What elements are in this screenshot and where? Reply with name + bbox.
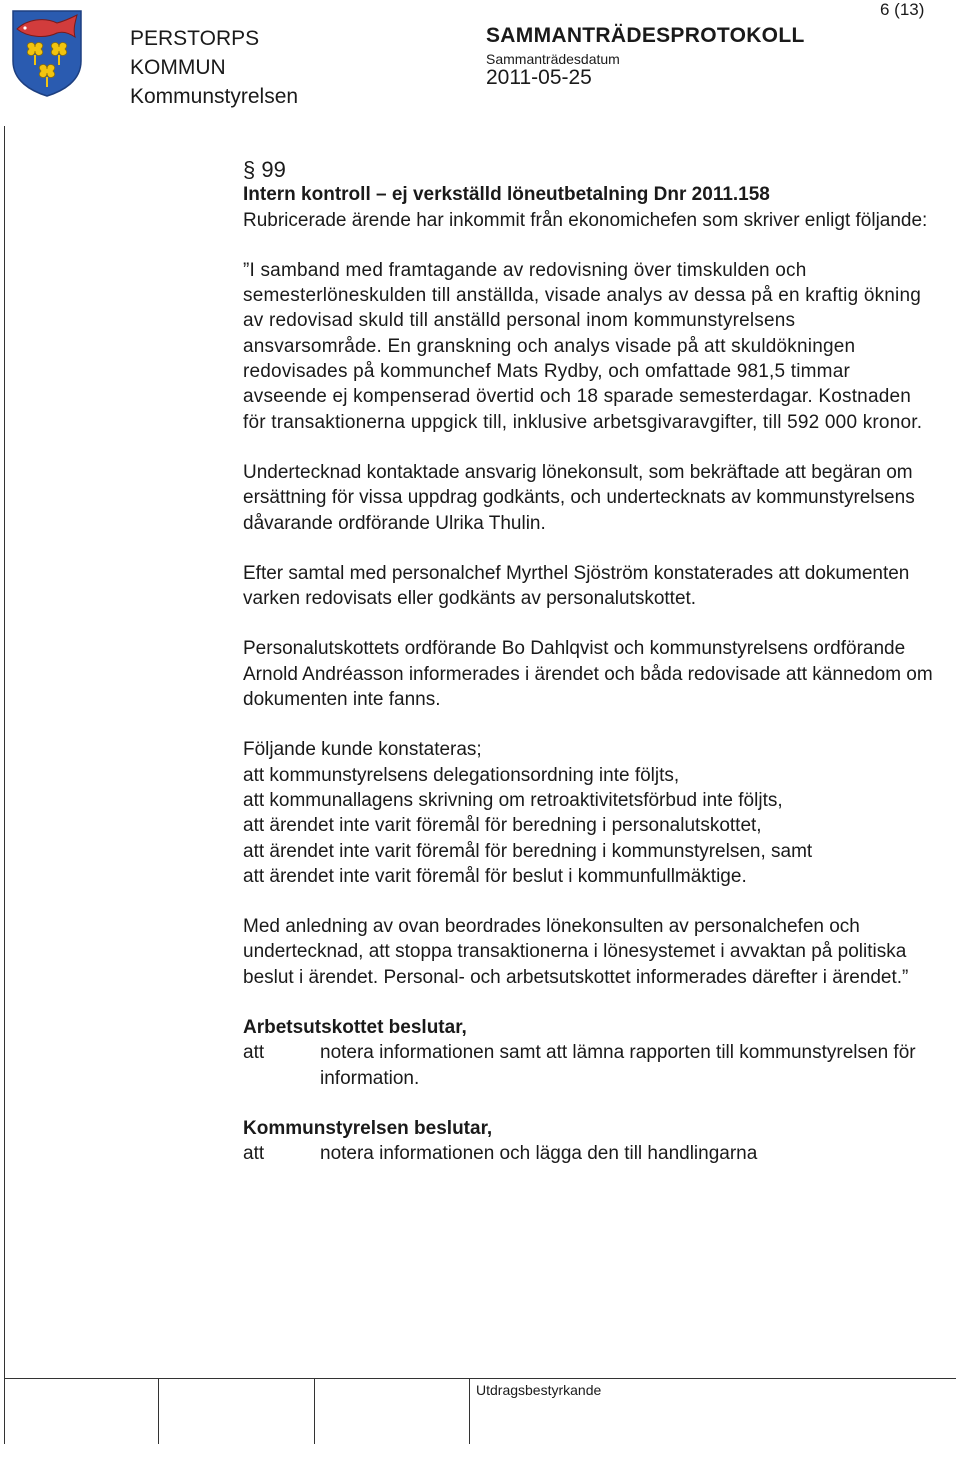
meeting-date-label: Sammanträdesdatum: [486, 51, 620, 67]
decision-att: att: [243, 1143, 265, 1165]
decision-heading-au: Arbetsutskottet beslutar,: [243, 1017, 467, 1039]
document-title: SAMMANTRÄDESPROTOKOLL: [486, 24, 805, 47]
decision-att: att: [243, 1042, 265, 1064]
paragraph-3: Efter samtal med personalchef Myrthel Sjöström konstaterades att dokumenten varken redovisats eller godkänts av personalutskottet.: [243, 562, 910, 610]
quote-paragraph-1: [243, 258, 933, 435]
org-line-3: Kommunstyrelsen: [130, 85, 299, 108]
decision-text: notera informationen och lägga den till handlingarna: [320, 1143, 758, 1165]
decision-text: notera informationen samt att lämna rapporten till kommunstyrelsen för information.: [320, 1042, 916, 1089]
page-number: 6 (13): [880, 0, 925, 19]
section-number: § 99: [243, 157, 286, 182]
footer-divider-3: [469, 1379, 470, 1444]
list-item: att kommunallagens skrivning om retroaktivitetsförbud inte följts,: [243, 789, 783, 811]
list-item: att ärendet inte varit föremål för beredning i kommunstyrelsen, samt: [243, 840, 813, 862]
paragraph-4: Personalutskottets ordförande Bo Dahlqvist och kommunstyrelsens ordförande Arnold Andréasson informerades i ärendet och båda redovisade att kännedom om dokumenten inte fanns.: [243, 638, 933, 711]
organization-name: [130, 24, 298, 111]
decision-au: [243, 1040, 933, 1091]
coat-of-arms-icon: [11, 9, 83, 97]
findings-list: [243, 737, 933, 889]
footer-rule: [4, 1378, 956, 1379]
meeting-date: 2011-05-25: [486, 66, 592, 89]
quote-part-a: ”I samband med framtagande av redovisning över timskulden och semesterlöneskulden till anställda, visade analys av dessa på en kraftig ökning av redovisad skuld till anställd personal inom kommunstyrelsens ansvarsområde.: [243, 259, 922, 357]
org-line-2: KOMMUN: [130, 56, 226, 79]
extract-certification-label: Utdragsbestyrkande: [476, 1382, 602, 1398]
list-item: att ärendet inte varit föremål för beslut i kommunfullmäktige.: [243, 865, 747, 887]
left-margin-rule: [4, 126, 5, 1444]
item-title: Intern kontroll – ej verkställd löneutbetalning Dnr 2011.158: [243, 184, 770, 206]
decision-heading-ks: Kommunstyrelsen beslutar,: [243, 1117, 493, 1139]
list-item: att kommunstyrelsens delegationsordning inte följts,: [243, 764, 680, 786]
footer-divider-2: [314, 1379, 315, 1444]
list-intro: Följande kunde konstateras;: [243, 739, 482, 761]
footer-divider-1: [158, 1379, 159, 1444]
paragraph-5: Med anledning av ovan beordrades lönekonsulten av personalchefen och undertecknad, att stoppa transaktionerna i lönesystemet i avvaktan på politiska beslut i ärendet. Personal- och arbetsutskottet informerades därefter i ärendet.”: [243, 916, 909, 988]
list-item: att ärendet inte varit föremål för beredning i personalutskottet,: [243, 815, 762, 837]
decision-ks: [243, 1141, 933, 1166]
paragraph-2: Undertecknad kontaktade ansvarig lönekonsult, som bekräftade att begäran om ersättning för vissa uppdrag godkänts, och undertecknats av kommunstyrelsens dåvarande ordförande Ulrika Thulin.: [243, 461, 915, 534]
org-line-1: PERSTORPS: [130, 27, 260, 50]
minutes-body: [243, 157, 933, 1167]
intro-paragraph: Rubricerade ärende har inkommit från ekonomichefen som skriver enligt följande:: [243, 209, 928, 231]
quote-part-b: En granskning och analys visade på att skuldökningen redovisades på kommunchef Mats Rydby, och omfattade 981,5 timmar avseende ej kompenserad övertid och 18 sparade semesterdagar. Kostnaden för transaktionerna uppgick till, inklusive arbetsgivaravgifter, till 592 000 kronor.: [243, 335, 923, 433]
